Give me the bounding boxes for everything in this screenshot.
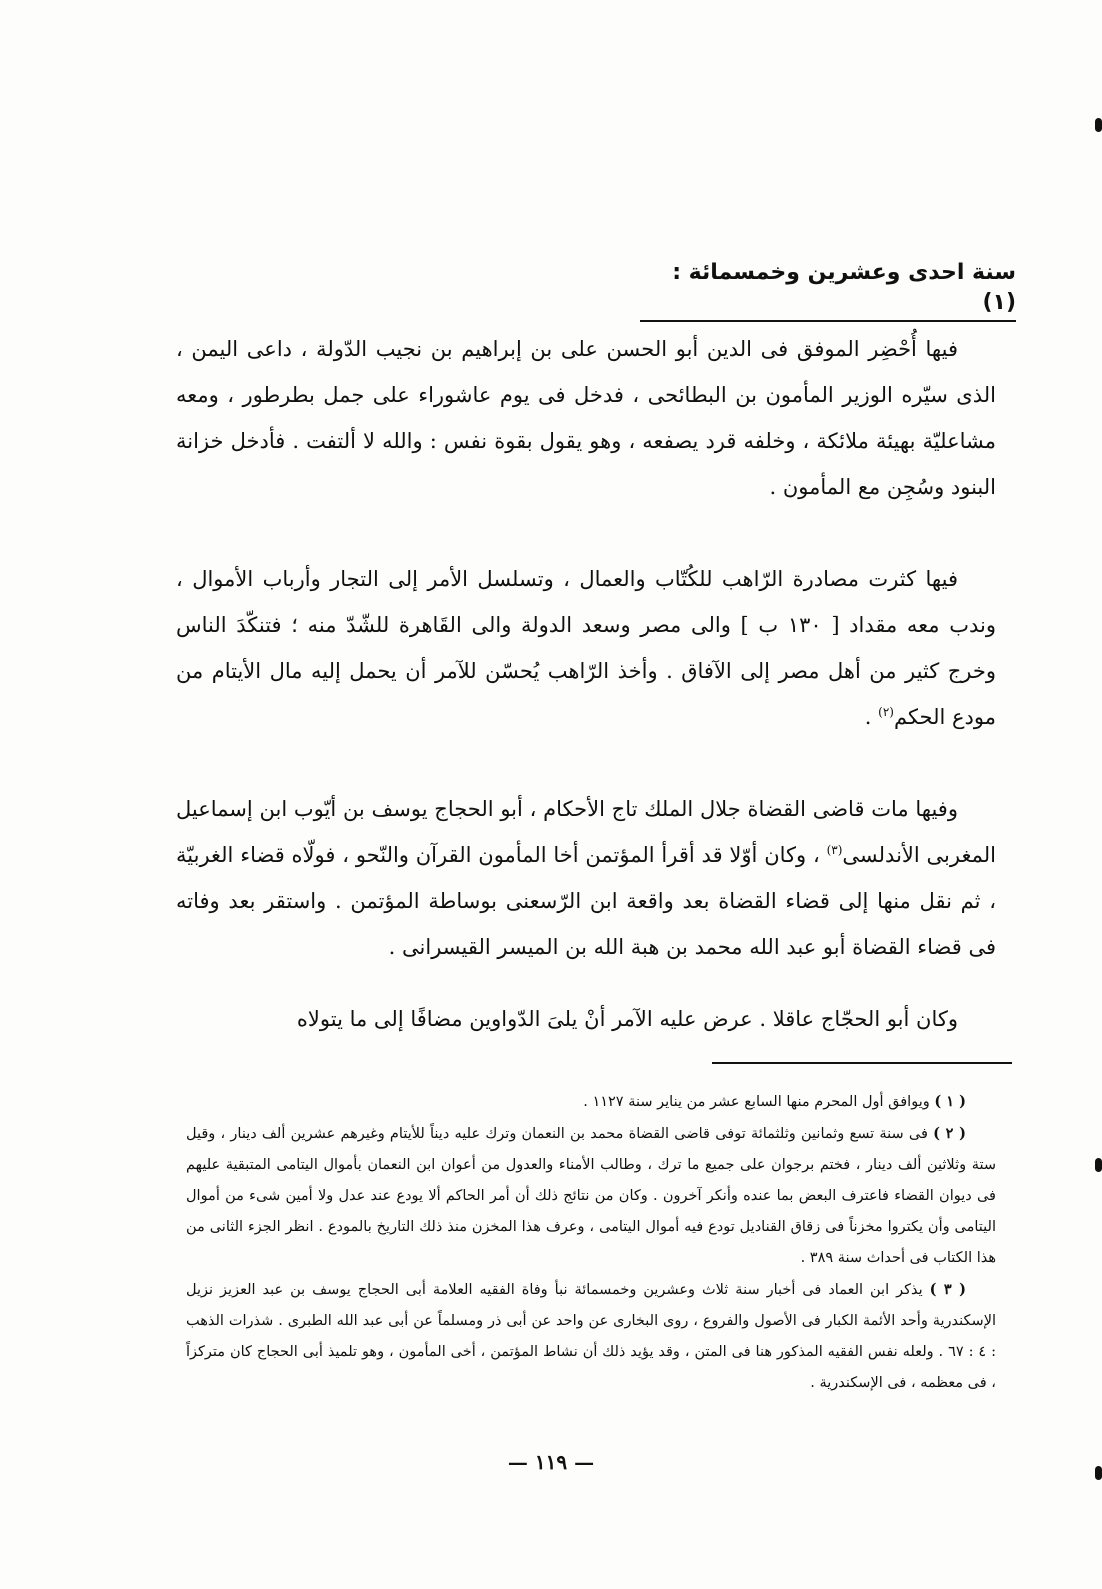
- scan-edge-mark-bottom: [1095, 1466, 1102, 1480]
- footnote-3: [186, 1274, 996, 1399]
- paragraph-2-text: [176, 556, 996, 740]
- footnote-3-number: ( ٣ ): [929, 1281, 966, 1298]
- footnote-2-text: فى سنة تسع وثمانين وثلثمائة توفى قاضى القضاة محمد بن النعمان وترك عليه ديناً للأيتام وغيرهم عشرين ألف دينار ، وقيل ستة وثلاثين ألف دينار ، فختم برجوان على جميع ما ترك ، وطالب الأمناء والعدول من أعوان ابن النعمان بأموال اليتامى المتبقية عليهم فى ديوان القضاء فاعترف البعض بما عنده وأنكر آخرون . وكان من نتائج ذلك أن أمر الحاكم ألا يودع عند عدل ولا أمين شىء من أموال اليتامى وأن يكتروا مخزناً فى زقاق القناديل تودع فيه أموال اليتامى ، وعرف هذا المخزن منذ ذلك التاريخ بالمودع . انظر الجزء الثانى من هذا الكتاب فى أحداث سنة ٣٨٩ .: [186, 1126, 996, 1266]
- page-number: — ١١٩ —: [507, 1450, 595, 1474]
- paragraph-4: [176, 996, 996, 1042]
- footnote-1-text: ويوافق أول المحرم منها السابع عشر من يناير سنة ١١٢٧ .: [583, 1094, 930, 1110]
- paragraph-3-text: [176, 786, 996, 970]
- footnote-1-number: ( ١ ): [934, 1093, 966, 1110]
- paragraph-1-text: فيها أُحْضِر الموفق فى الدين أبو الحسن على بن إبراهيم بن نجيب الدّولة ، داعى اليمن ، الذى سيّره الوزير المأمون بن البطائحى ، فدخل فى يوم عاشوراء على جمل بطرطور ، ومعه مشاعليّة بهيئة ملائكة ، وخلفه قرد يصفعه ، وهو يقول بقوة نفس : والله لا ألتفت . فأدخل خزانة البنود وسُجِن مع المأمون .: [176, 337, 996, 499]
- footnote-2-number: ( ٢ ): [933, 1125, 966, 1142]
- paragraph-4-text: وكان أبو الحجّاج عاقلا . عرض عليه الآمر أنْ يلىَ الدّواوين مضافًا إلى ما يتولاه: [296, 1007, 958, 1031]
- paragraph-3-body-a: وفيها مات قاضى القضاة جلال الملك تاج الأحكام ، أبو الحجاج يوسف بن أيّوب ابن إسماعيل المغربى الأندلسى: [176, 797, 996, 867]
- footnote-2: [186, 1118, 996, 1274]
- footnotes: [186, 1086, 996, 1399]
- scan-edge-mark-middle: [1095, 1158, 1102, 1172]
- footnote-3-text: يذكر ابن العماد فى أخبار سنة ثلاث وعشرين وخمسمائة نبأ وفاة الفقيه العلامة أبى الحجاج يوسف بن عبد العزيز نزيل الإسكندرية وأحد الأئمة الكبار فى الأصول والفروع ، روى البخارى عن واحد عن أبى ذر ومسلماً عن أبى عبد الله الطبرى . شذرات الذهب : ٤ : ٦٧ . ولعله نفس الفقيه المذكور هنا فى المتن ، وقد يؤيد ذلك أن نشاط المؤتمن ، أخى المأمون ، وهو تلميذ أبى الحجاج كان متركزاً ، فى معظمه ، فى الإسكندرية .: [186, 1282, 996, 1391]
- paragraph-1: [176, 326, 996, 510]
- footnote-divider: [712, 1062, 1012, 1064]
- paragraph-2-body: فيها كثرت مصادرة الرّاهب للكُتّاب والعمال ، وتسلسل الأمر إلى التجار وأرباب الأموال ، وندب معه مقداد [ ١٣٠ ب ] والى مصر وسعد الدولة والى القَاهرة للشّدّ منه ؛ فتنكّدَ الناس وخرج كثير من أهل مصر إلى الآفاق . وأخذ الرّاهب يُحسّن للآمر أن يحمل إليه مال الأيتام من مودع الحكم: [176, 567, 996, 729]
- footnote-ref-2[interactable]: (٢): [878, 705, 894, 719]
- paragraph-2: [176, 556, 996, 740]
- footnote-1: [186, 1086, 996, 1118]
- footnote-ref-3[interactable]: (٣): [826, 843, 843, 857]
- paragraph-2-end: .: [864, 705, 879, 729]
- scan-edge-mark-top: [1095, 118, 1102, 132]
- paragraph-3-body-b: ، وكان أوّلا قد أقرأ المؤتمن أخا المأمون القرآن والنّحو ، فولّاه قضاء الغربيّة ، ثم نقل منها إلى قضاء القضاة بعد واقعة ابن الرّسعنى بوساطة المؤتمن . واستقر بعد وفاته فى قضاء القضاة أبو عبد الله محمد بن هبة الله بن الميسر القيسرانى .: [176, 843, 996, 959]
- paragraph-3: [176, 786, 996, 970]
- year-heading: سنة احدى وعشرين وخمسمائة : (١): [640, 258, 1016, 322]
